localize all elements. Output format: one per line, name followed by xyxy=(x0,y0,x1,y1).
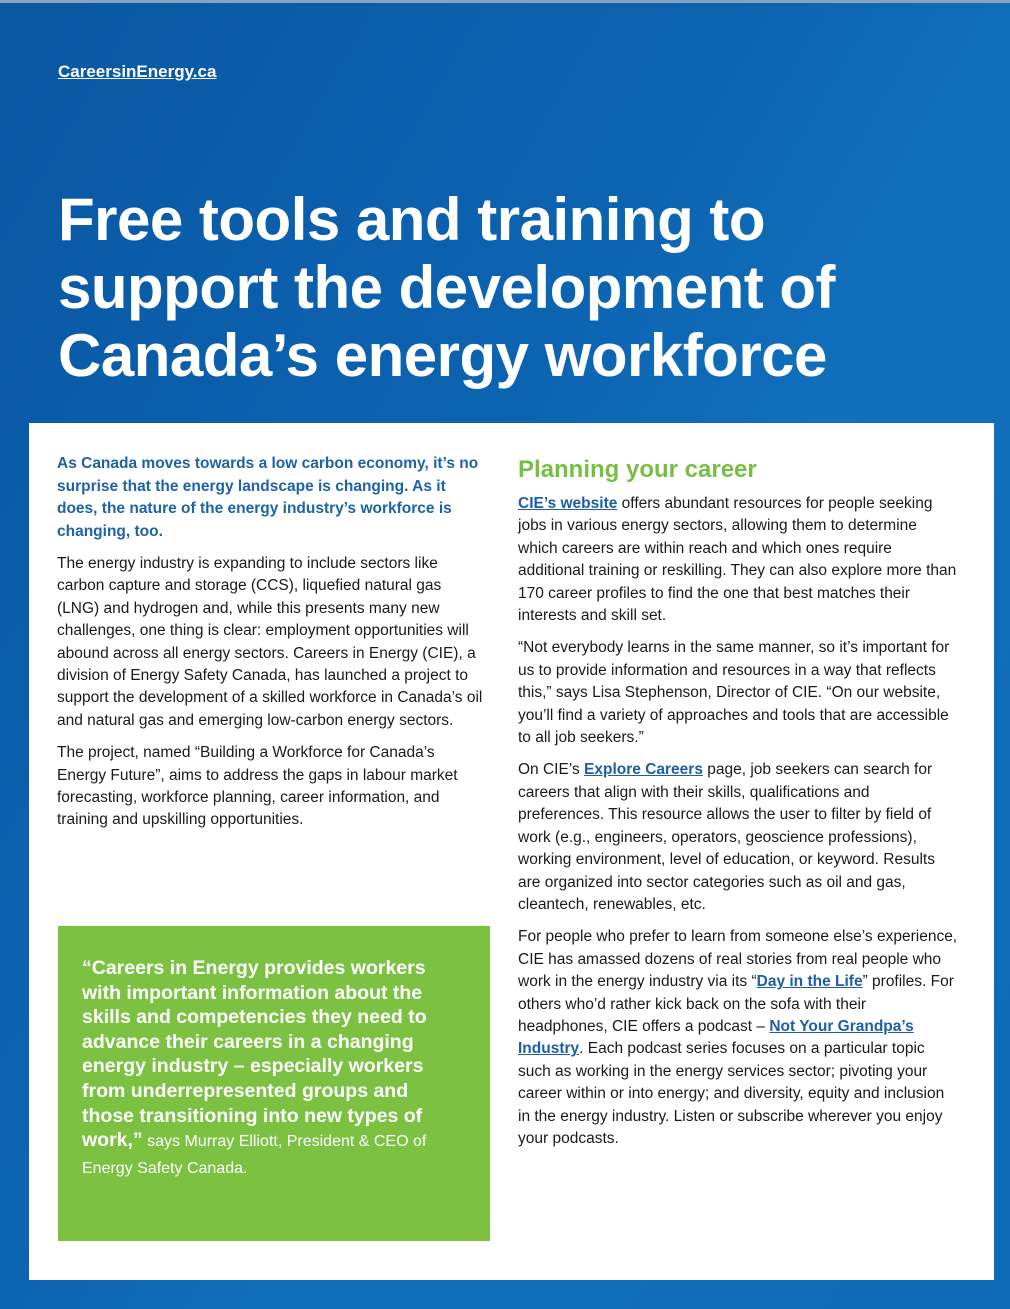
quote-attribution: says Murray Elliott, President & CEO of Energy Safety Canada. xyxy=(82,1133,427,1177)
content-panel xyxy=(29,423,994,1280)
right-paragraph-4 xyxy=(518,926,958,1150)
right-paragraph-4-mid: ” profiles. For others who’d rather kick back on the sofa with their headphones, CIE offers a podcast – xyxy=(518,973,954,1035)
podcast-link[interactable]: Not Your Grandpa’s Industry xyxy=(518,1017,914,1058)
day-in-the-life-link[interactable]: Day in the Life xyxy=(756,973,863,991)
quote-box xyxy=(58,926,490,1241)
left-column xyxy=(57,453,485,842)
intro-paragraph: As Canada moves towards a low carbon economy, it’s no surprise that the energy landscape is changing. As it does, the nature of the energy industry’s workforce is changing, too. xyxy=(57,455,479,540)
right-column xyxy=(518,453,958,1160)
headline-line-3: Canada’s energy workforce xyxy=(58,322,827,389)
right-paragraph-1 xyxy=(518,493,958,627)
body-paragraph-2: The project, named “Building a Workforce for Canada’s Energy Future”, aims to address the gaps in labour market forecasting, workforce planning, career information, and training and upskilling opportunities. xyxy=(57,744,458,829)
quote-body: “Careers in Energy provides workers with important information about the skills and competencies they need to advance their careers in a changing energy industry – especially workers from underrepresented groups and those transitioning into new types of work,” xyxy=(82,957,427,1152)
body-paragraph-1: The energy industry is expanding to include sectors like carbon capture and storage (CCS), liquefied natural gas (LNG) and hydrogen and, while this presents many new challenges, one thing is clear: employment opportunities will abound across all energy sectors. Careers in Energy (CIE), a division of Energy Safety Canada, has launched a project to support the development of a skilled workforce in Canada’s oil and natural gas and emerging low-carbon energy sectors. xyxy=(57,555,483,729)
top-border xyxy=(0,0,1010,3)
site-link[interactable]: CareersinEnergy.ca xyxy=(58,62,217,81)
headline-line-2: support the development of xyxy=(58,254,836,321)
right-paragraph-2: “Not everybody learns in the same manner, so it’s important for us to provide information and resources in a way that reflects this,” says Lisa Stephenson, Director of CIE. “On our website, you’ll find a variety of approaches and tools that are accessible to all job seekers.” xyxy=(518,639,950,747)
right-paragraph-3 xyxy=(518,759,958,916)
cie-website-link[interactable]: CIE’s website xyxy=(518,495,618,512)
quote-text xyxy=(82,956,464,1181)
right-paragraph-1-text: offers abundant resources for people seeking jobs in various energy sectors, allowing them to determine which careers are within reach and which ones require additional training or reskilling. They can also explore more than 170 career profiles to find the one that best matches their interests and skill set. xyxy=(518,495,957,625)
right-paragraph-3-post: page, job seekers can search for careers that align with their skills, qualifications and preferences. This resource allows the user to filter by field of work (e.g., engineers, operators, geoscience professions), working environment, level of education, or keyword. Results are organized into sector categories such as oil and gas, cleantech, renewables, etc. xyxy=(518,761,935,913)
section-title: Planning your career xyxy=(518,456,757,483)
explore-careers-link[interactable]: Explore Careers xyxy=(584,761,703,779)
right-paragraph-4-pre: For people who prefer to learn from someone else’s experience, CIE has amassed dozens of real stories from real people who work in the energy industry via its “ xyxy=(518,928,958,991)
right-paragraph-3-pre: On CIE’s xyxy=(518,761,585,779)
right-paragraph-4-post: . Each podcast series focuses on a particular topic such as working in the energy services sector; pivoting your career within or into energy; and diversity, equity and inclusion in the energy industry. Listen or subscribe wherever you enjoy your podcasts. xyxy=(518,1040,945,1147)
headline xyxy=(58,186,988,390)
headline-line-1: Free tools and training to xyxy=(58,186,766,253)
